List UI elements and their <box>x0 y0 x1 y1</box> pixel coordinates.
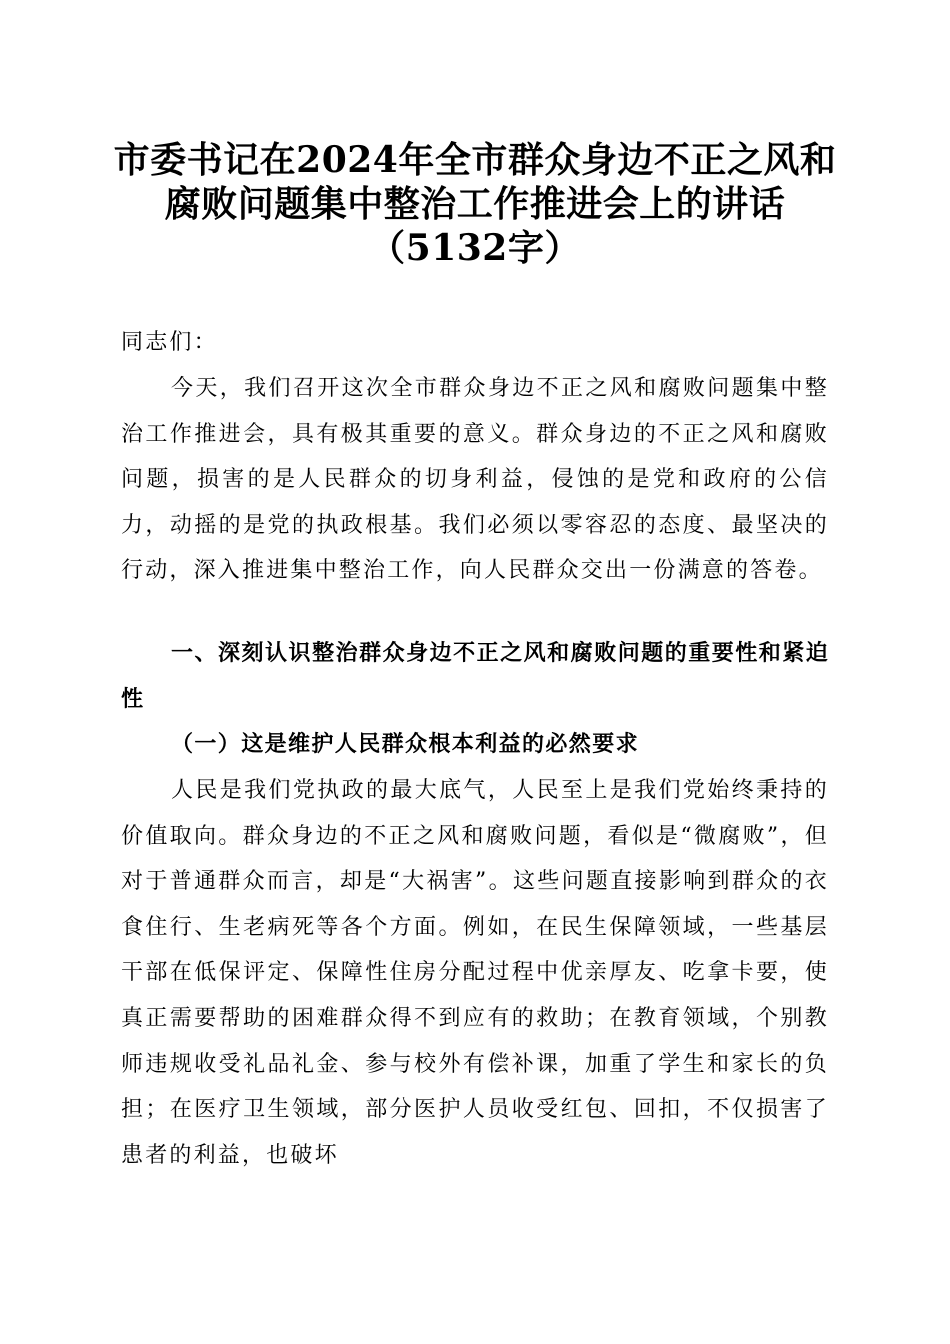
document-title: 市委书记在2024年全市群众身边不正之风和腐败问题集中整治工作推进会上的讲话（5132字） <box>113 139 837 269</box>
paragraph-intro: 今天，我们召开这次全市群众身边不正之风和腐败问题集中整治工作推进会，具有极其重要的意义。群众身边的不正之风和腐败问题，损害的是人民群众的切身利益，侵蚀的是党和政府的公信力，动摇的是党的执政根基。我们必须以零容忍的态度、最坚决的行动，深入推进集中整治工作，向人民群众交出一份满意的答卷。 <box>121 376 829 584</box>
paragraph-people-interests: 人民是我们党执政的最大底气，人民至上是我们党始终秉持的价值取向。群众身边的不正之风和腐败问题，看似是“微腐败”，但对于普通群众而言，却是“大祸害”。这些问题直接影响到群众的衣食住行、生老病死等各个方面。例如，在民生保障领域，一些基层干部在低保评定、保障性住房分配过程中优亲厚友、吃拿卡要，使真正需要帮助的困难群众得不到应有的救助；在教育领域，个别教师违规收受礼品礼金、参与校外有偿补课，加重了学生和家长的负担；在医疗卫生领域，部分医护人员收受红包、回扣，不仅损害了患者的利益，也破坏 <box>121 778 829 1168</box>
salutation: 同志们： <box>121 330 218 355</box>
section-heading-1: 一、深刻认识整治群众身边不正之风和腐败问题的重要性和紧迫性 <box>121 641 829 712</box>
subsection-heading-1: （一）这是维护人民群众根本利益的必然要求 <box>171 731 640 757</box>
